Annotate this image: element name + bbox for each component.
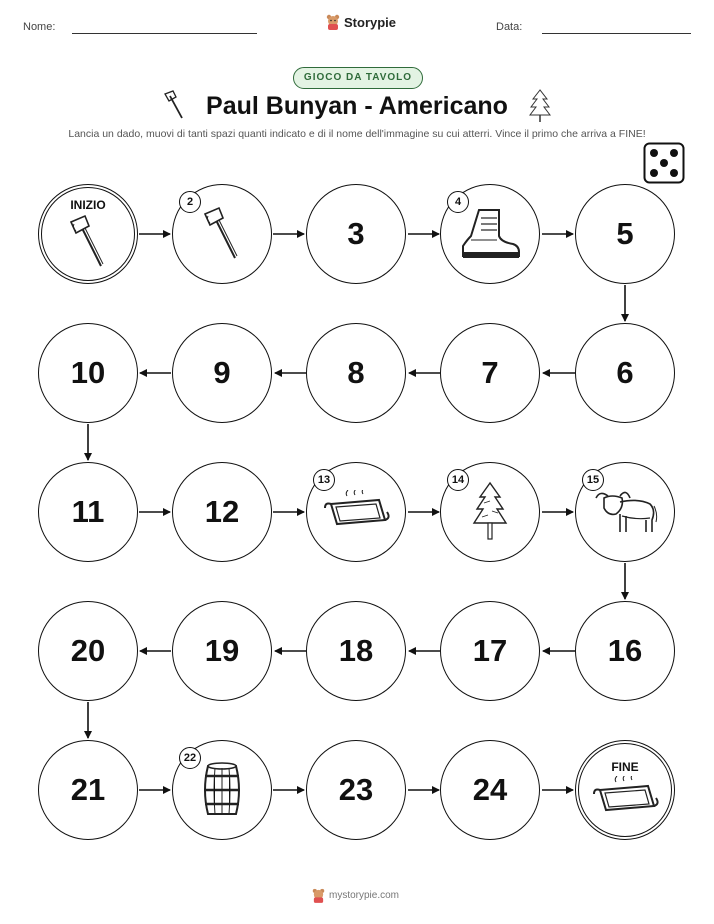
board-space-17 — [440, 601, 540, 701]
game-type-badge: GIOCO DA TAVOLO — [293, 67, 423, 89]
finish-space — [575, 740, 675, 840]
board-space-10 — [38, 323, 138, 423]
board-space-3 — [306, 184, 406, 284]
space-number-badge: 14 — [447, 469, 469, 491]
start-space — [38, 184, 138, 284]
space-number: 23 — [338, 772, 374, 807]
pine-tree-icon — [470, 481, 510, 543]
bear-mascot-icon — [312, 888, 325, 903]
footer — [312, 888, 399, 903]
board-space-18 — [306, 601, 406, 701]
board-space-9 — [172, 323, 272, 423]
baking-pan-icon — [590, 776, 660, 820]
instructions-text: Lancia un dado, muovi di tanti spazi quanti indicato e di il nome dell'immagine su cui atterri. Vince il primo che arriva a FINE! — [68, 128, 646, 140]
space-number: 7 — [481, 355, 499, 390]
space-number: 6 — [616, 355, 634, 390]
axe-icon — [65, 214, 111, 270]
space-number: 17 — [472, 633, 508, 668]
space-number-badge: 13 — [313, 469, 335, 491]
board-space-12 — [172, 462, 272, 562]
space-number: 8 — [347, 355, 365, 390]
board-space-20 — [38, 601, 138, 701]
space-number: 19 — [204, 633, 240, 668]
space-number: 5 — [616, 216, 634, 251]
axe-icon — [199, 206, 245, 262]
board-space-21 — [38, 740, 138, 840]
space-number: 11 — [71, 494, 105, 529]
space-number: 21 — [70, 772, 106, 807]
page-title: Paul Bunyan - Americano — [206, 92, 508, 120]
space-number: 10 — [70, 355, 106, 390]
board-space-11 — [38, 462, 138, 562]
space-number: 18 — [338, 633, 374, 668]
space-number-badge: 2 — [179, 191, 201, 213]
baking-pan-icon — [321, 490, 391, 534]
space-number: 16 — [607, 633, 643, 668]
space-number: 12 — [204, 494, 240, 529]
board-space-8 — [306, 323, 406, 423]
space-number: 9 — [213, 355, 231, 390]
space-number: 3 — [347, 216, 365, 251]
brand-name: Storypie — [344, 14, 397, 30]
board-space-24 — [440, 740, 540, 840]
space-number: 24 — [472, 772, 508, 807]
space-number-badge: 22 — [179, 747, 201, 769]
footer-url[interactable]: mystorypie.com — [329, 890, 400, 901]
space-number-badge: 15 — [582, 469, 604, 491]
finish-label: FINE — [611, 760, 639, 774]
board-space-6 — [575, 323, 675, 423]
boot-icon — [457, 206, 523, 262]
board-space-16 — [575, 601, 675, 701]
name-label: Nome: — [23, 21, 56, 33]
barrel-icon — [198, 762, 246, 818]
board-space-19 — [172, 601, 272, 701]
space-number: 20 — [70, 633, 106, 668]
ox-icon — [590, 486, 660, 538]
space-number-badge: 4 — [447, 191, 469, 213]
board-space-7 — [440, 323, 540, 423]
start-label: INIZIO — [70, 198, 106, 212]
board-space-5 — [575, 184, 675, 284]
board-space-23 — [306, 740, 406, 840]
date-label: Data: — [496, 21, 523, 33]
